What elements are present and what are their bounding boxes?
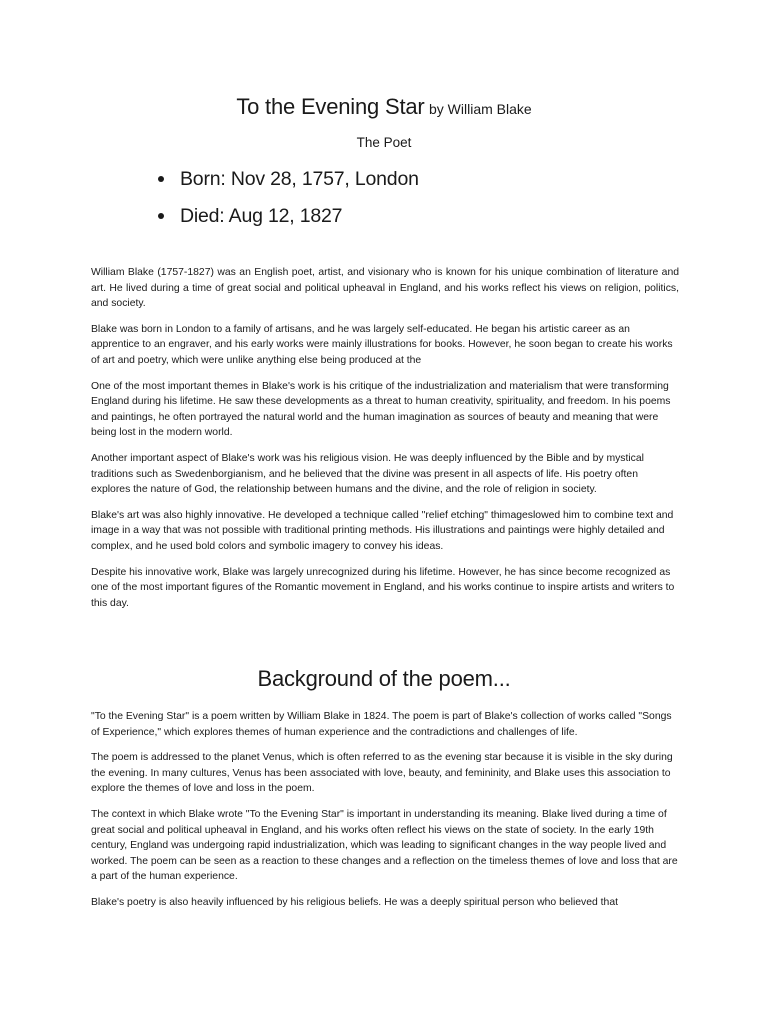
poet-facts-list — [158, 164, 419, 238]
bullet-dot-icon — [158, 176, 164, 182]
poem-background — [91, 709, 679, 921]
paragraph: Despite his innovative work, Blake was largely unrecognized during his lifetime. However, he has since become recognized as one of the most important figures of the Romantic movement in England, and his works continue to inspire artists and writers to this day. — [91, 566, 675, 609]
title-byline: by William Blake — [428, 101, 532, 117]
section-subtitle: The Poet — [356, 135, 412, 150]
paragraph: One of the most important themes in Blake's work is his critique of the industrialization and materialism that were transforming England during his lifetime. He saw these developments as a threat to human creativity, spirituality, and freedom. In his poems and paintings, he often portrayed the natural world and the human imagination as sources of beauty and meaning that were being lost in the modern world. — [91, 380, 671, 439]
paragraph: Blake's poetry is also heavily influenced by his religious beliefs. He was a deeply spiritual person who believed that — [91, 896, 619, 908]
paragraph: Another important aspect of Blake's work was his religious vision. He was deeply influenced by the Bible and by mystical traditions such as Swedenborgianism, and he believed that the divine was present in all aspects of life. His poetry often explores the nature of God, the relationship between humans and the divine, and the role of religion in society. — [91, 452, 644, 496]
title-line — [0, 94, 768, 120]
fact-text: Died: Aug 12, 1827 — [180, 205, 343, 227]
paragraph: Blake was born in London to a family of artisans, and he was largely self-educated. He began his artistic career as an apprentice to an engraver, and his early works were mainly illustrations for books. However, he soon began to create his works of art and poetry, which were unlike anything else being produced at the — [91, 323, 673, 366]
paragraph: The poem is addressed to the planet Venus, which is often referred to as the evening star because it is visible in the sky during the evening. In many cultures, Venus has been associated with love, beauty, and femininity, and Blake uses this association to explore the themes of love and loss in the poem. — [91, 752, 673, 795]
paragraph: "To the Evening Star" is a poem written by William Blake in 1824. The poem is part of Blake's collection of works called "Songs of Experience," which explores themes of human experience and the contradictions and challenges of life. — [91, 711, 672, 738]
paragraph: The context in which Blake wrote "To the Evening Star" is important in understanding its meaning. Blake lived during a time of great social and political upheaval in England, and his works often reflect his views on the state of society. In the early 19th century, England was undergoing rapid industrialization, which was leading to significant changes in the way people lived and worked. The poem can be seen as a reaction to these changes and a reflection on the timeless themes of love and loss that are a part of the human experience. — [91, 808, 678, 883]
poet-biography — [91, 265, 679, 621]
fact-died — [158, 201, 419, 238]
paragraph: William Blake (1757-1827) was an English poet, artist, and visionary who is known for his unique combination of literature and art. He lived during a time of great social and political upheaval in England, and his works reflect his views on religion, politics, and society. — [91, 267, 679, 310]
bullet-dot-icon — [158, 213, 164, 219]
fact-text: Born: Nov 28, 1757, London — [180, 168, 419, 190]
fact-born — [158, 164, 419, 201]
page-title: To the Evening Star — [236, 94, 425, 119]
paragraph: Blake's art was also highly innovative. He developed a technique called "relief etching" thimageslowed him to combine text and image in a way that was not possible with traditional printing methods. His illustrations and paintings were highly detailed and complex, and he used bold colors and symbolic imagery to convey his ideas. — [91, 509, 674, 552]
background-heading: Background of the poem... — [257, 666, 511, 691]
